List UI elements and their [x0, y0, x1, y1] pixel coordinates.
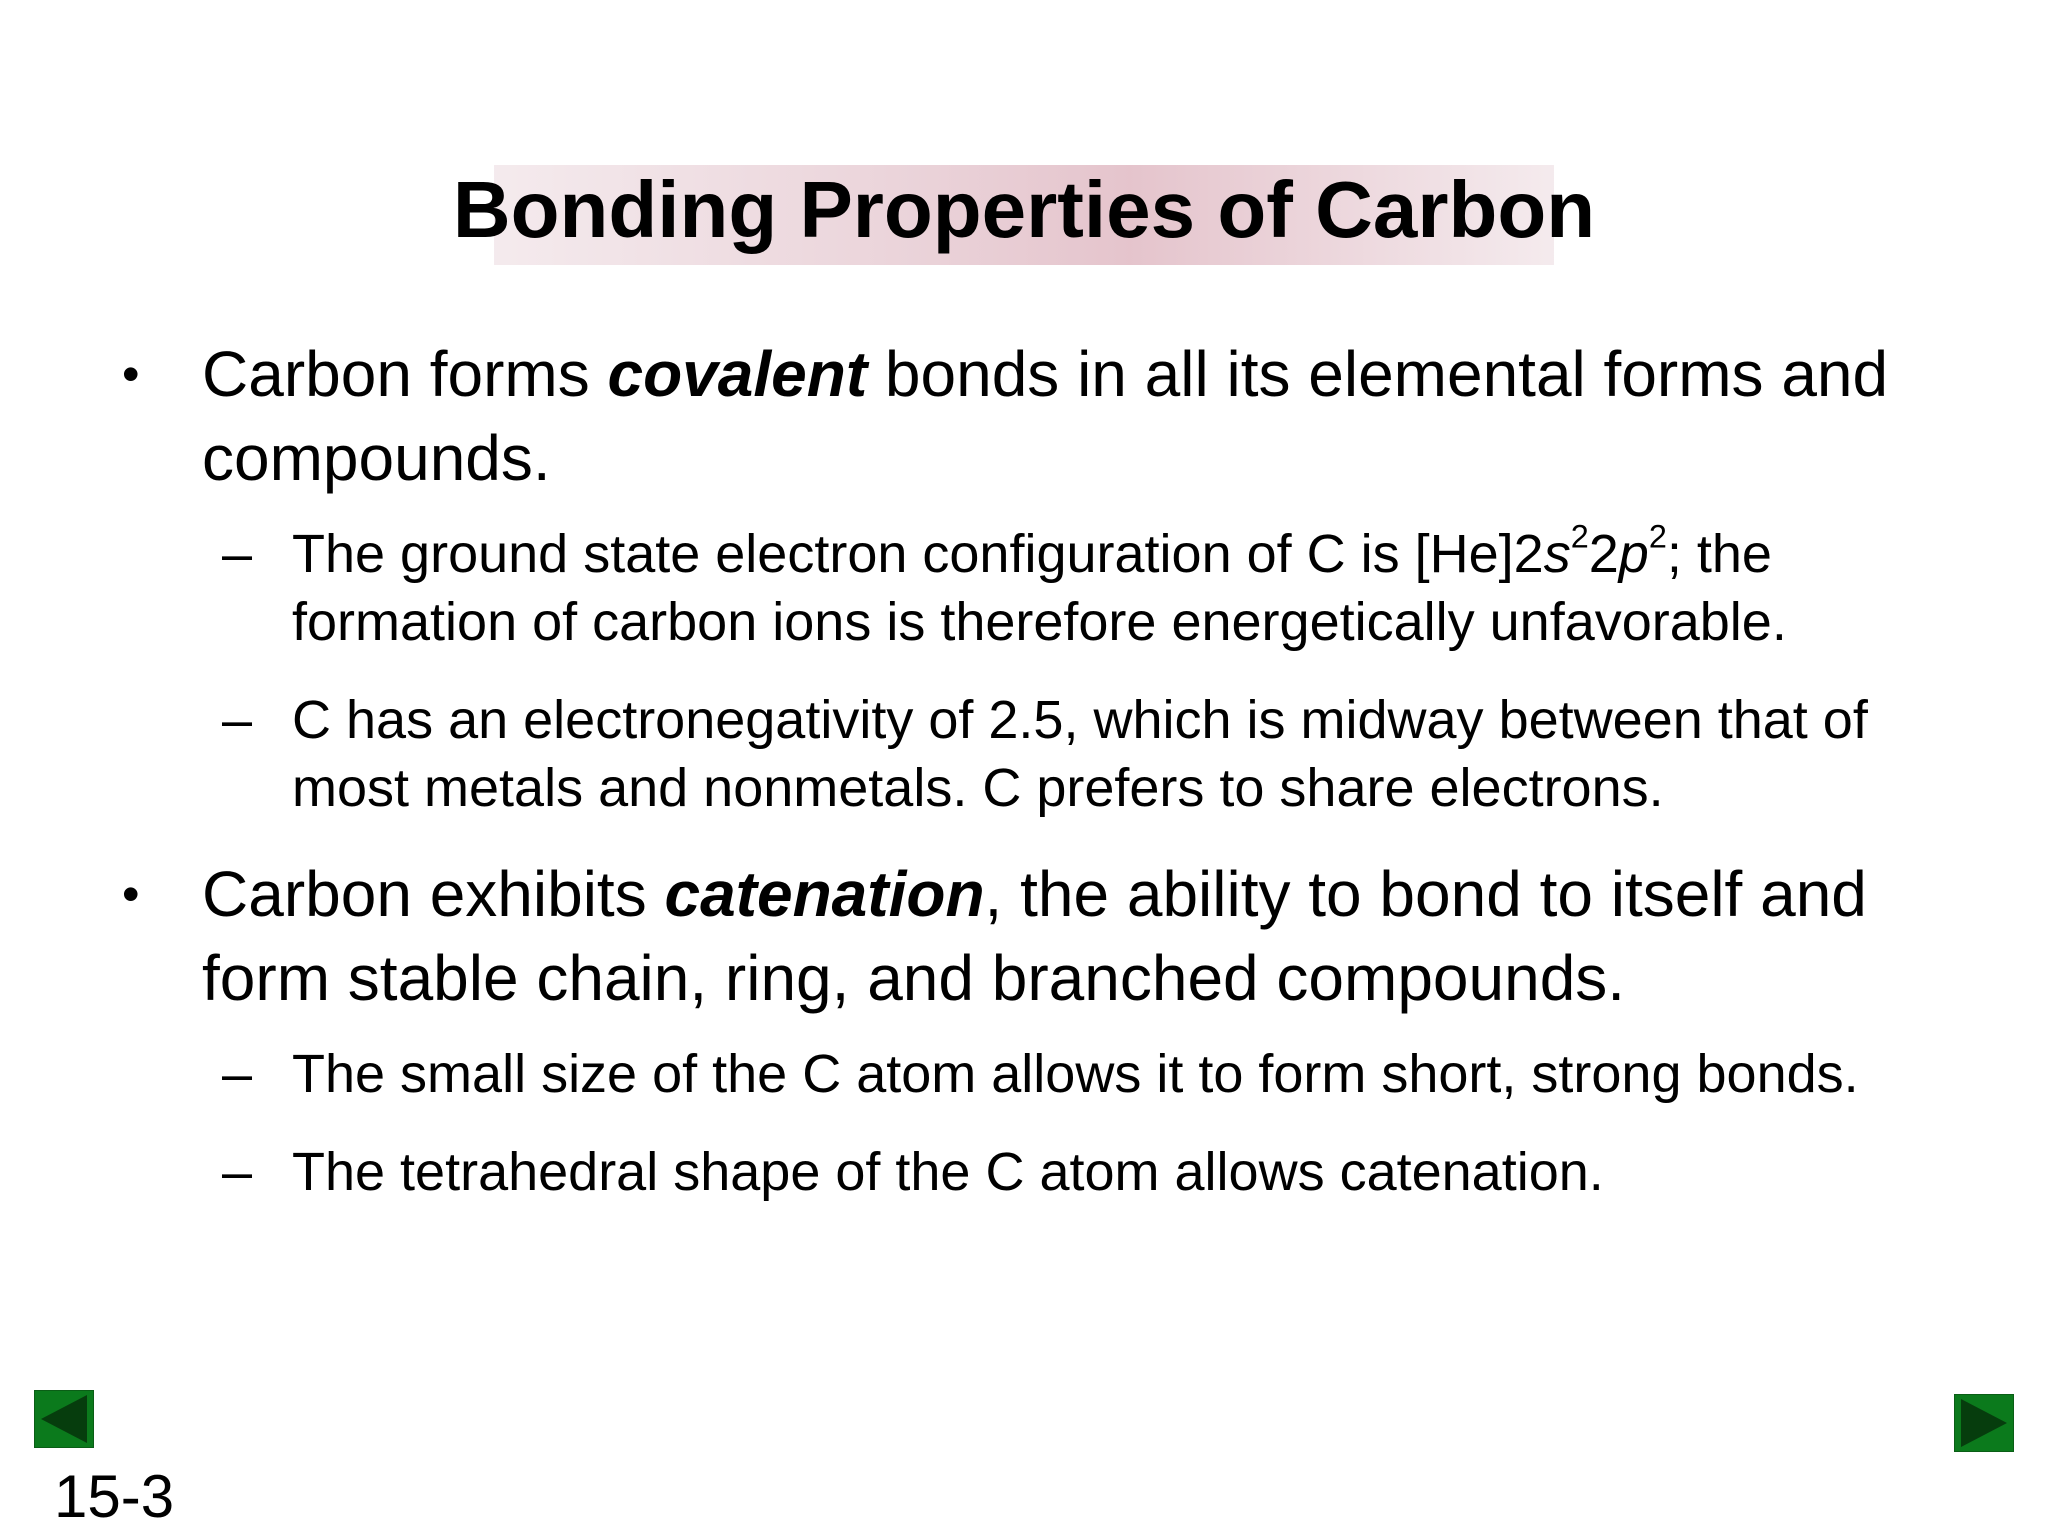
sub-text: The small size of the C atom allows it to form short, strong bonds.: [292, 1044, 1859, 1104]
slide-title: Bonding Properties of Carbon: [452, 165, 1596, 254]
superscript: 2: [1570, 518, 1589, 555]
dash-marker: –: [222, 524, 253, 584]
sub-item: [0, 1138, 1912, 1206]
sub-item: [0, 686, 1912, 822]
sub-text: 2: [1588, 524, 1619, 584]
page-number: 15-3: [54, 1463, 175, 1530]
bullet-text: Carbon exhibits: [202, 858, 665, 930]
dash-marker: –: [222, 690, 253, 750]
prev-slide-button[interactable]: [34, 1390, 94, 1448]
bullet-item: [0, 852, 1922, 1020]
superscript: 2: [1648, 518, 1667, 555]
bullet-text: , the ability to bond to itself and form stable chain, ring, and branched compounds.: [202, 858, 1867, 1014]
orbital-p: p: [1618, 524, 1649, 584]
bullet-marker: •: [122, 866, 140, 922]
bullet-item: [0, 332, 1922, 500]
dash-marker: –: [222, 1044, 253, 1104]
title-container: [0, 150, 2048, 270]
bullet-emphasis: catenation: [664, 858, 985, 930]
sub-text: The tetrahedral shape of the C atom allows catenation.: [292, 1142, 1604, 1202]
sub-item: [0, 520, 1912, 656]
orbital-s: s: [1543, 524, 1571, 584]
sub-text: The ground state electron configuration of C is [He]2: [292, 524, 1544, 584]
bullet-emphasis: covalent: [607, 338, 868, 410]
sub-item: [0, 1040, 1912, 1108]
triangle-right-icon: [1955, 1395, 2013, 1451]
sub-text: ; the formation of carbon ions is therefore energetically unfavorable.: [292, 524, 1787, 652]
bullet-marker: •: [122, 346, 140, 402]
next-slide-button[interactable]: [1954, 1394, 2014, 1452]
sub-text: C has an electronegativity of 2.5, which is midway between that of most metals and nonmetals. C prefers to share electrons.: [292, 690, 1868, 818]
bullet-text: Carbon forms: [202, 338, 608, 410]
slide-content: [0, 332, 2048, 1206]
bullet-text: bonds in all its elemental forms and compounds.: [202, 338, 1889, 494]
dash-marker: –: [222, 1142, 253, 1202]
triangle-left-icon: [35, 1391, 93, 1447]
